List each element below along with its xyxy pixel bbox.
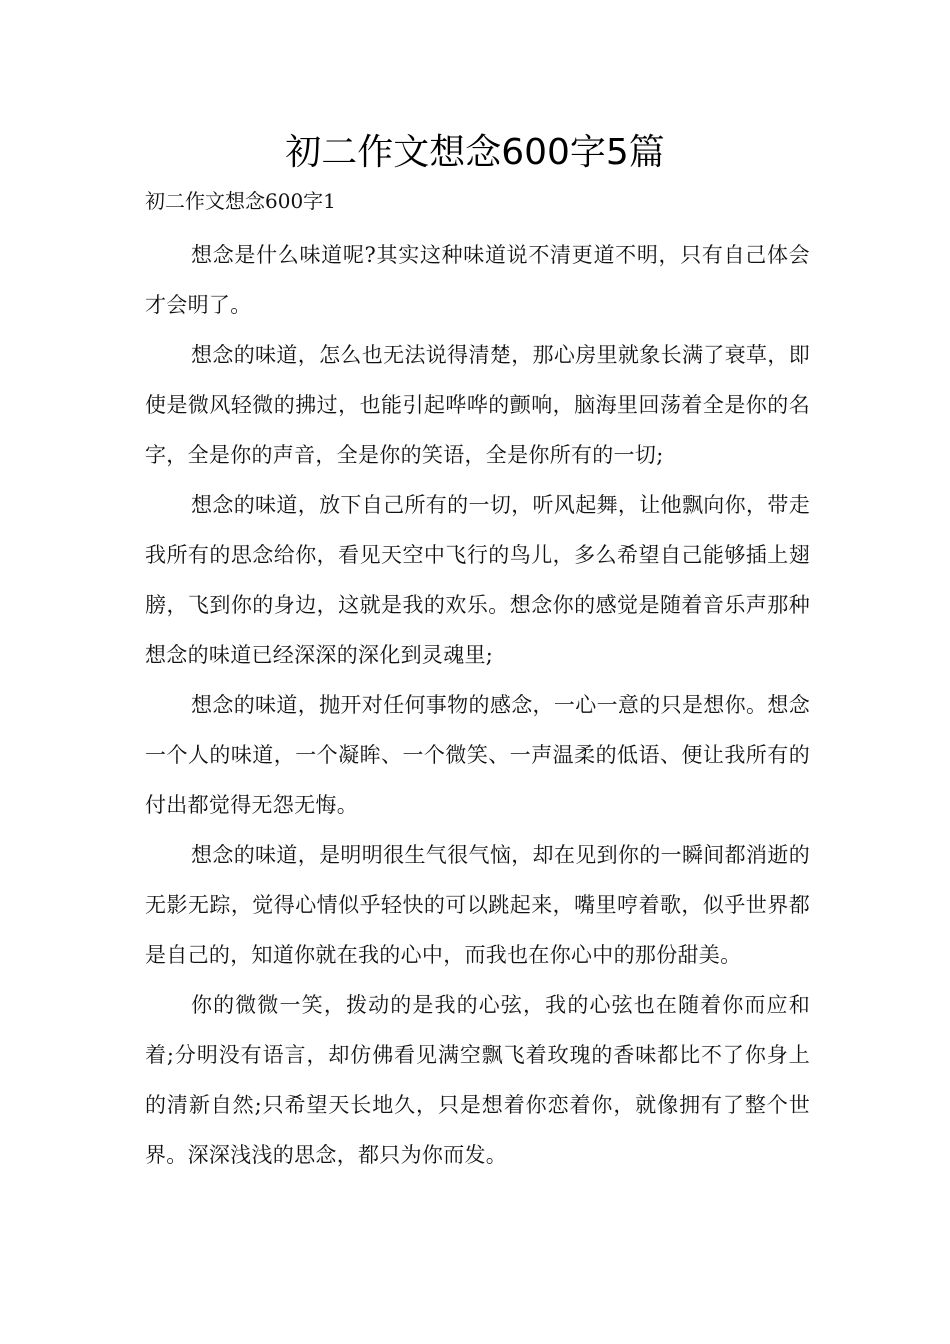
document-title: 初二作文想念600字5篇 — [285, 132, 665, 173]
paragraph-4: 想念的味道，抛开对任何事物的感念，一心一意的只是想你。想念一个人的味道，一个凝眸、一个微笑、一声温柔的低语、便让我所有的付出都觉得无怨无悔。 — [145, 693, 810, 817]
section-heading: 初二作文想念600字1 — [145, 189, 336, 213]
paragraph-1: 想念是什么味道呢?其实这种味道说不清更道不明，只有自己体会才会明了。 — [145, 243, 810, 317]
paragraph-6: 你的微微一笑，拨动的是我的心弦，我的心弦也在随着你而应和着;分明没有语言，却仿佛看见满空飘飞着玫瑰的香味都比不了你身上的清新自然;只希望天长地久，只是想着你恋着你，就像拥有了整个世界。深深浅浅的思念，都只为你而发。 — [145, 993, 810, 1167]
paragraph-3: 想念的味道，放下自己所有的一切，听风起舞，让他飘向你，带走我所有的思念给你，看见天空中飞行的鸟儿，多么希望自己能够插上翅膀，飞到你的身边，这就是我的欢乐。想念你的感觉是随着音乐声那种想念的味道已经深深的深化到灵魂里; — [145, 493, 810, 667]
paragraph-5: 想念的味道，是明明很生气很气恼，却在见到你的一瞬间都消逝的无影无踪，觉得心情似乎轻快的可以跳起来，嘴里哼着歌，似乎世界都是自己的，知道你就在我的心中，而我也在你心中的那份甜美。 — [145, 843, 810, 967]
paragraph-2: 想念的味道，怎么也无法说得清楚，那心房里就象长满了衰草，即使是微风轻微的拂过，也能引起哗哗的颤响，脑海里回荡着全是你的名字，全是你的声音，全是你的笑语，全是你所有的一切; — [145, 343, 810, 467]
essay-body — [145, 230, 810, 1180]
